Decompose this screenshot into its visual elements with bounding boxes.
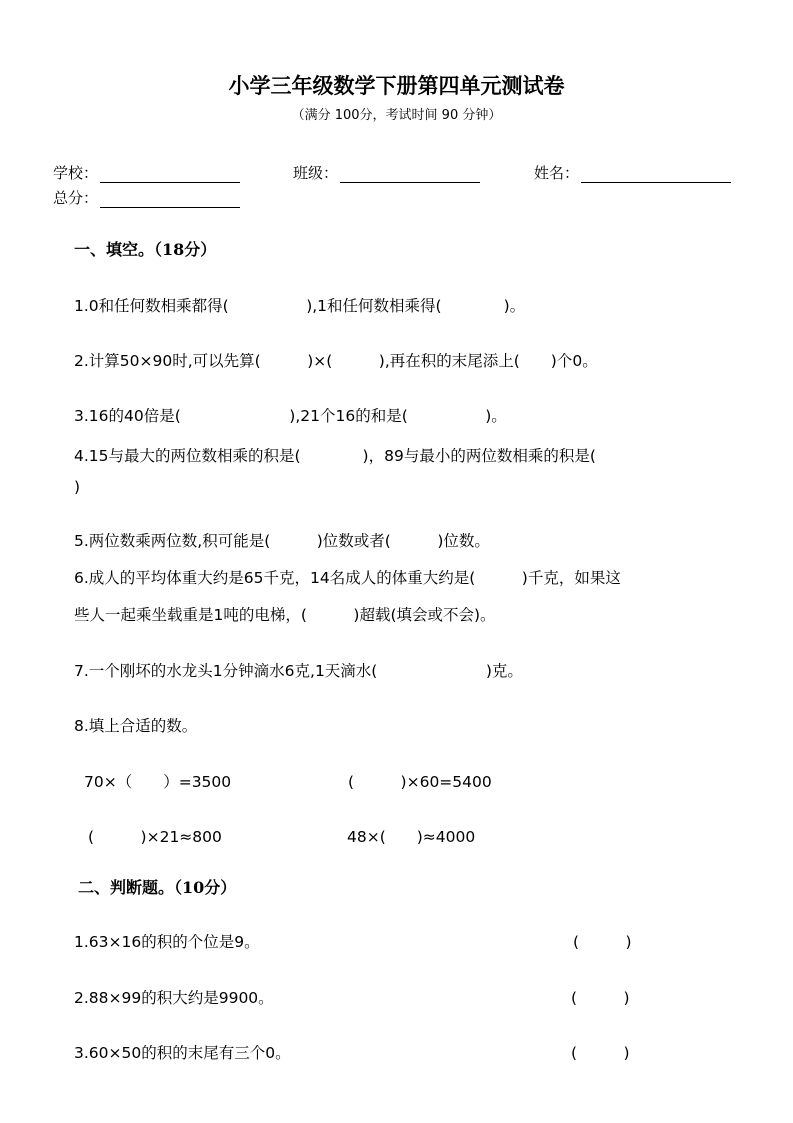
total-field (53, 187, 240, 208)
question-fill-4-line2: ) (74, 478, 81, 496)
question-fill-2: 2.计算50×90时,可以先算( )×( ),再在积的末尾添上( )个0。 (74, 352, 598, 370)
equation-2: ( )×60=5400 (348, 773, 492, 791)
page-subtitle: （满分 100分，考试时间 90 分钟） (291, 108, 502, 123)
total-blank[interactable] (100, 191, 240, 208)
question-fill-4-line1: 4.15与最大的两位数相乘的积是( )，89与最小的两位数相乘的积是( (74, 447, 596, 465)
question-fill-3: 3.16的40倍是( ),21个16的和是( )。 (74, 407, 507, 425)
question-fill-6-line1: 6.成人的平均体重大约是65千克，14名成人的体重大约是( )千克，如果这 (74, 569, 621, 587)
equation-1: 70×（ ）=3500 (84, 773, 232, 791)
answer-paren-1[interactable]: ( ) (573, 933, 632, 951)
name-field (534, 162, 731, 183)
section-true-false-title: 二、判断题。（10分） (78, 878, 237, 897)
page-title: 小学三年级数学下册第四单元测试卷 (228, 73, 565, 98)
question-fill-7: 7.一个刚坏的水龙头1分钟滴水6克,1天滴水( )克。 (74, 662, 523, 680)
question-fill-5: 5.两位数乘两位数,积可能是( )位数或者( )位数。 (74, 532, 490, 550)
name-label: 姓名： (534, 164, 580, 182)
question-judge-1: 1.63×16的积的个位是9。 (74, 933, 260, 951)
question-judge-3: 3.60×50的积的末尾有三个0。 (74, 1044, 291, 1062)
school-field (53, 162, 240, 183)
answer-paren-2[interactable]: ( ) (571, 989, 630, 1007)
question-fill-1: 1.0和任何数相乘都得( ),1和任何数相乘得( )。 (74, 297, 526, 315)
total-label: 总分： (53, 189, 99, 207)
class-field (293, 162, 480, 183)
school-blank[interactable] (100, 166, 240, 183)
answer-paren-3[interactable]: ( ) (571, 1044, 630, 1062)
equation-3: ( )×21≈800 (88, 828, 222, 846)
class-label: 班级： (293, 164, 339, 182)
question-fill-8: 8.填上合适的数。 (74, 717, 198, 735)
class-blank[interactable] (340, 166, 480, 183)
question-fill-6-line2: 些人一起乘坐载重是1吨的电梯，( )超载(填会或不会)。 (74, 606, 496, 624)
name-blank[interactable] (581, 166, 731, 183)
question-judge-2: 2.88×99的积大约是9900。 (74, 989, 274, 1007)
equation-4: 48×( )≈4000 (347, 828, 476, 846)
section-fill-in-title: 一、填空。（18分） (74, 240, 217, 259)
school-label: 学校： (53, 164, 99, 182)
